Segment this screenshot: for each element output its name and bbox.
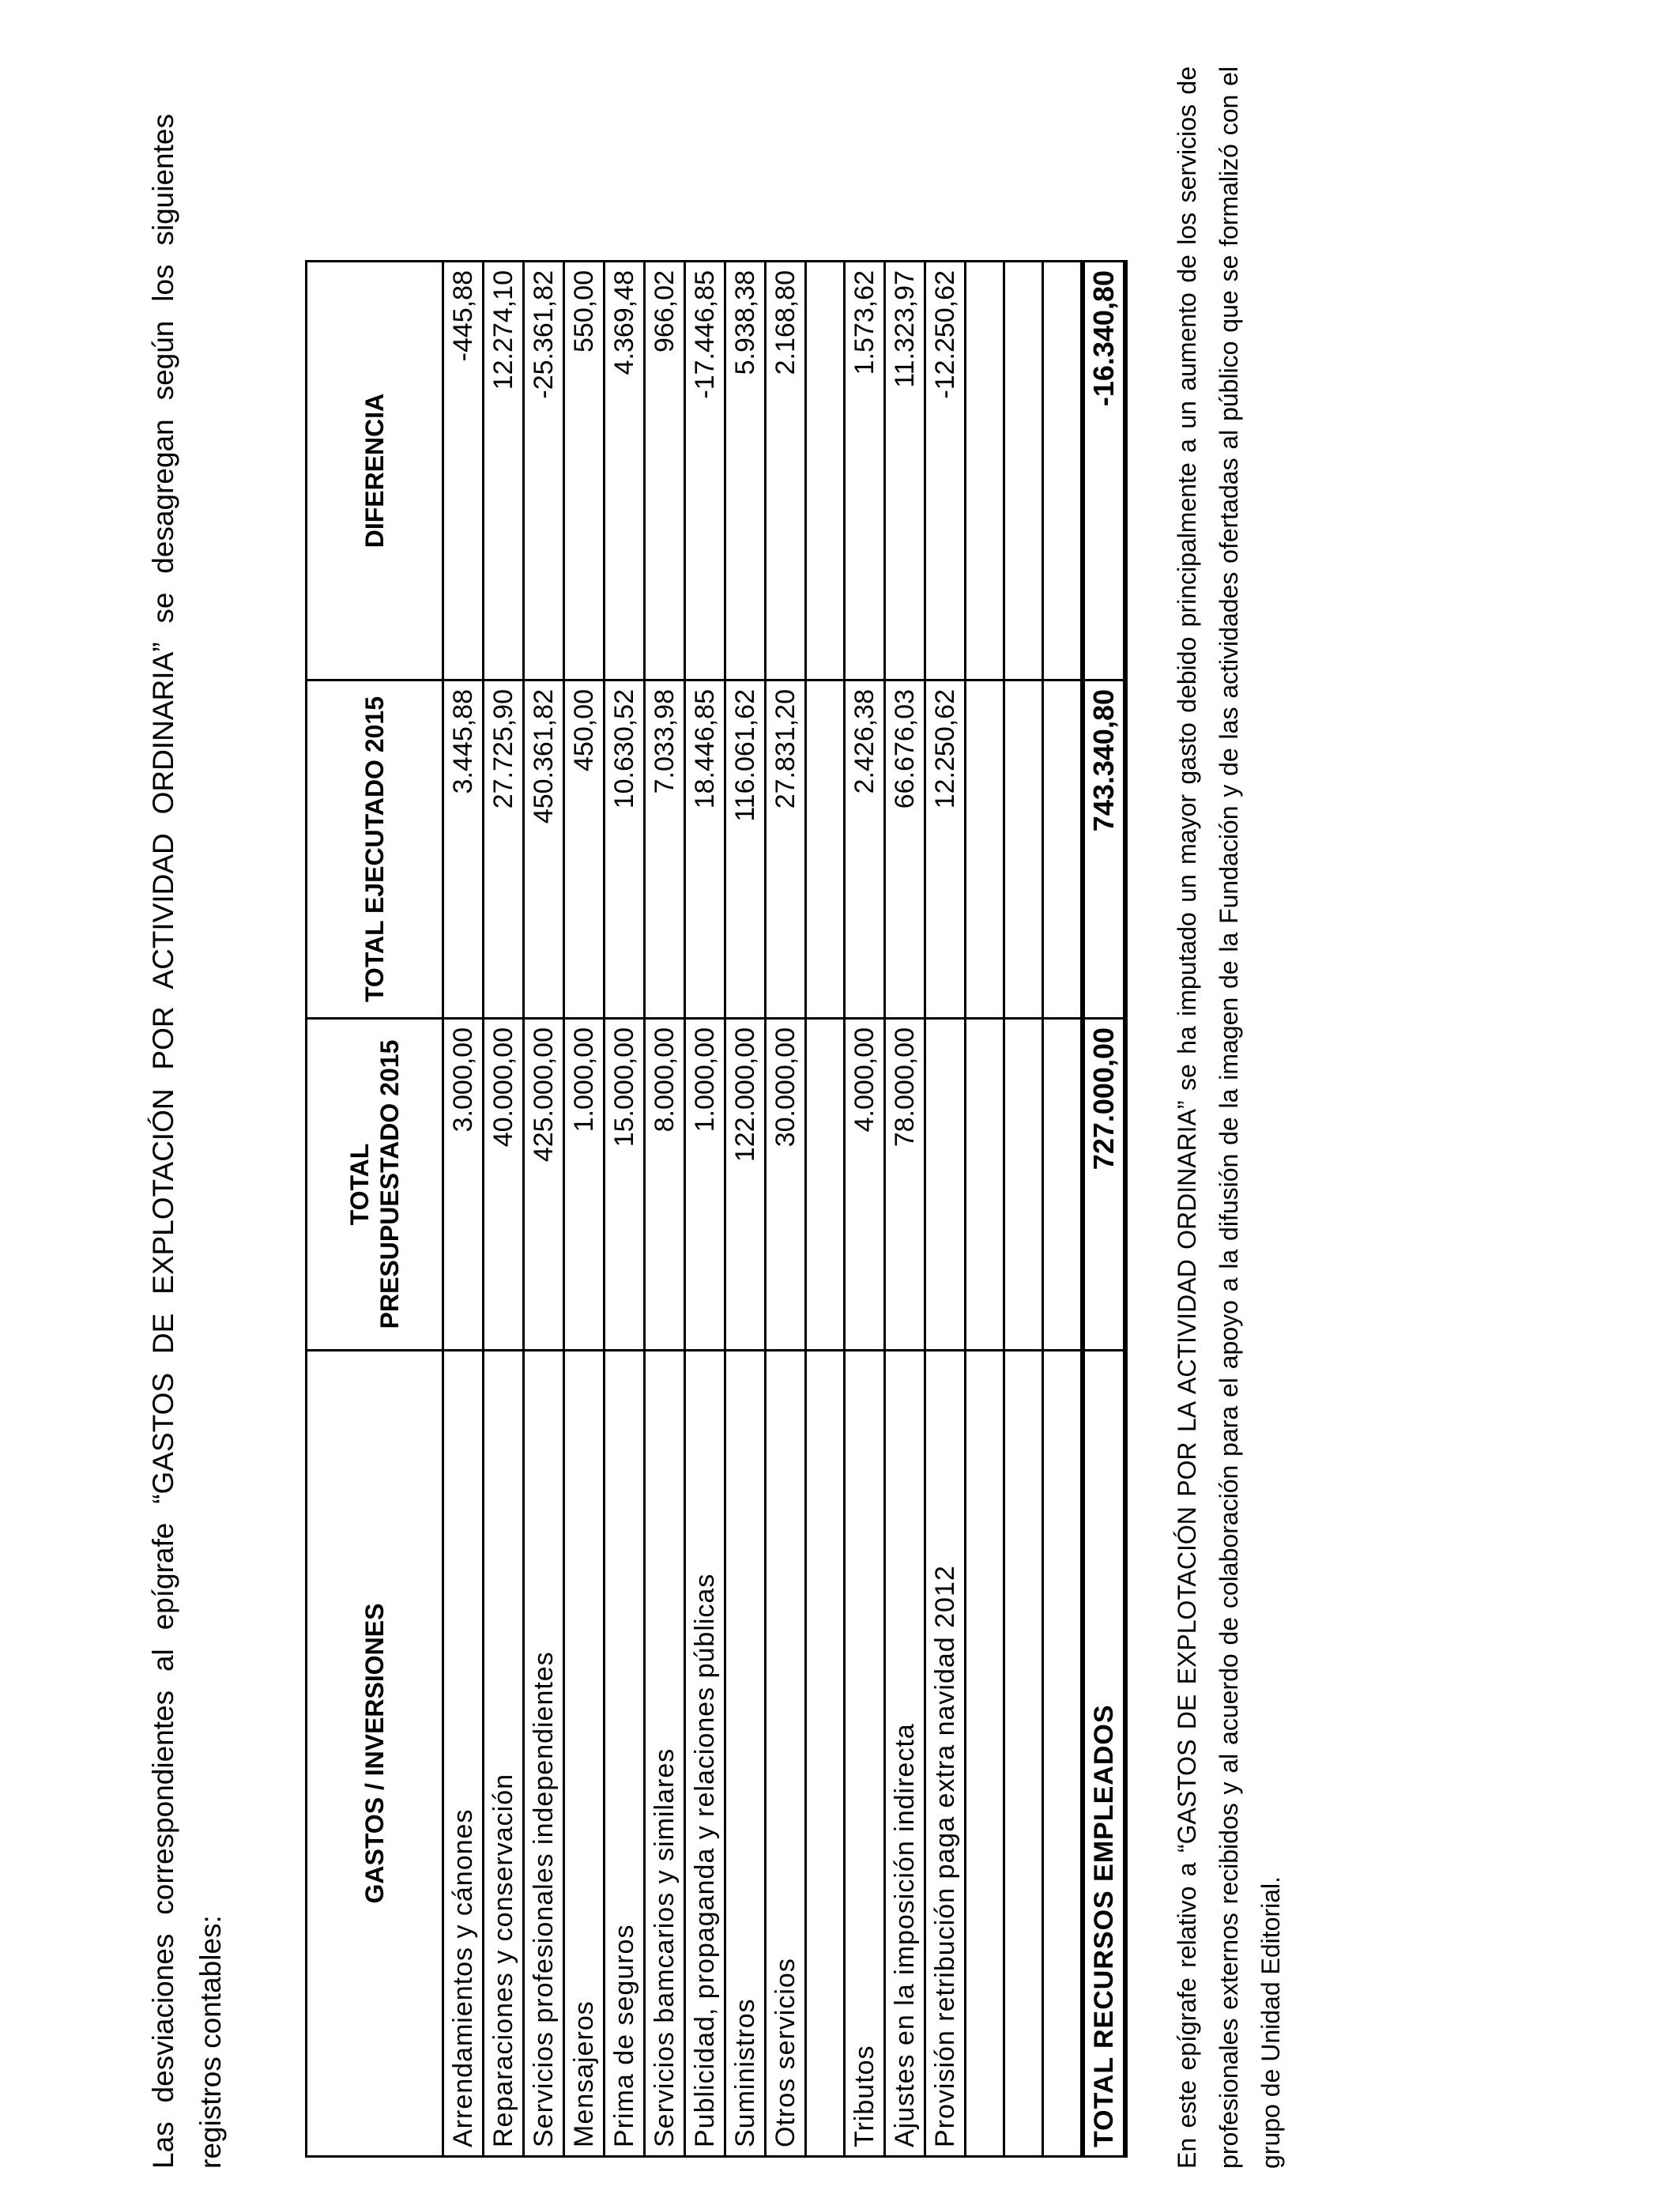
row-difference: 12.274,10	[484, 262, 524, 680]
row-concept: Tributos	[845, 1351, 885, 2157]
row-concept	[1043, 1351, 1083, 2157]
row-budget: 425.000,00	[524, 1019, 564, 1351]
row-executed: 18.446,85	[685, 680, 725, 1019]
total-budget: 727.000,00	[1083, 1019, 1125, 1351]
table-row	[484, 262, 524, 2157]
table-row	[725, 262, 766, 2157]
row-executed	[966, 680, 1004, 1019]
row-difference	[1043, 262, 1083, 680]
row-difference	[966, 262, 1004, 680]
row-difference: 4.369,48	[605, 262, 645, 680]
row-budget	[1004, 1019, 1043, 1351]
row-executed: 450,00	[564, 680, 605, 1019]
table-row	[524, 262, 564, 2157]
row-executed: 116.061,62	[725, 680, 766, 1019]
total-executed: 743.340,80	[1083, 680, 1125, 1019]
table-row	[845, 262, 885, 2157]
header-budget: TOTAL PRESUPUESTADO 2015	[307, 1019, 443, 1351]
row-budget: 4.000,00	[845, 1019, 885, 1351]
row-concept: Servicios profesionales independientes	[524, 1351, 564, 2157]
row-executed	[1004, 680, 1043, 1019]
row-executed: 7.033,98	[645, 680, 685, 1019]
intro-line-2: registros contables:	[194, 1915, 227, 2169]
row-budget: 1.000,00	[564, 1019, 605, 1351]
row-difference: 2.168,80	[766, 262, 806, 680]
row-concept: Publicidad, propaganda y relaciones públicas	[685, 1351, 725, 2157]
table-row	[564, 262, 605, 2157]
table-row-blank	[1043, 262, 1083, 2157]
header-executed: TOTAL EJECUTADO 2015	[307, 680, 443, 1019]
intro-paragraph	[142, 114, 185, 2169]
row-difference: 1.573,62	[845, 262, 885, 680]
row-difference	[1004, 262, 1043, 680]
row-budget	[806, 1019, 845, 1351]
row-difference: -17.446,85	[685, 262, 725, 680]
budget-table	[305, 260, 1128, 2158]
row-budget: 78.000,00	[885, 1019, 925, 1351]
row-executed: 450.361,82	[524, 680, 564, 1019]
row-budget: 3.000,00	[443, 1019, 484, 1351]
row-budget: 8.000,00	[645, 1019, 685, 1351]
row-concept: Servicios bamcarios y similares	[645, 1351, 685, 2157]
row-concept: Otros servicios	[766, 1351, 806, 2157]
row-difference: -445,88	[443, 262, 484, 680]
intro-line-2-wrapper	[190, 1915, 232, 2169]
row-budget: 1.000,00	[685, 1019, 725, 1351]
row-executed	[1043, 680, 1083, 1019]
table-row	[645, 262, 685, 2157]
table-header-row	[307, 262, 443, 2157]
row-concept	[1004, 1351, 1043, 2157]
row-budget	[966, 1019, 1004, 1351]
row-budget: 30.000,00	[766, 1019, 806, 1351]
row-budget	[1043, 1019, 1083, 1351]
table-row	[885, 262, 925, 2157]
row-difference: 11.323,97	[885, 262, 925, 680]
table-total-row	[1083, 262, 1125, 2157]
intro-line-1: Las desviaciones correspondientes al epígrafe “GASTOS DE EXPLOTACIÓN POR ACTIVIDAD ORDINARIA” se desagregan según los siguientes	[147, 114, 179, 2169]
row-executed: 10.630,52	[605, 680, 645, 1019]
row-executed: 27.725,90	[484, 680, 524, 1019]
table-row	[605, 262, 645, 2157]
table-row	[766, 262, 806, 2157]
row-concept	[966, 1351, 1004, 2157]
table-row	[685, 262, 725, 2157]
row-executed: 66.676,03	[885, 680, 925, 1019]
row-difference: 966,02	[645, 262, 685, 680]
row-difference: -12.250,62	[925, 262, 966, 680]
table-row-blank	[966, 262, 1004, 2157]
row-executed: 2.426,38	[845, 680, 885, 1019]
row-executed: 12.250,62	[925, 680, 966, 1019]
total-difference: -16.340,80	[1083, 262, 1125, 680]
row-difference: -25.361,82	[524, 262, 564, 680]
row-budget	[925, 1019, 966, 1351]
table-row-blank	[1004, 262, 1043, 2157]
row-concept: Reparaciones y conservación	[484, 1351, 524, 2157]
row-concept: Provisión retribución paga extra navidad 2012	[925, 1351, 966, 2157]
total-concept: TOTAL RECURSOS EMPLEADOS	[1083, 1351, 1125, 2157]
row-executed: 27.831,20	[766, 680, 806, 1019]
table-row	[925, 262, 966, 2157]
row-difference	[806, 262, 845, 680]
table-row	[443, 262, 484, 2157]
header-concept: GASTOS / INVERSIONES	[307, 1351, 443, 2157]
row-budget: 122.000,00	[725, 1019, 766, 1351]
row-budget: 15.000,00	[605, 1019, 645, 1351]
row-executed: 3.445,88	[443, 680, 484, 1019]
row-concept: Prima de seguros	[605, 1351, 645, 2157]
row-concept: Suministros	[725, 1351, 766, 2157]
row-budget: 40.000,00	[484, 1019, 524, 1351]
row-executed	[806, 680, 845, 1019]
row-difference: 550,00	[564, 262, 605, 680]
table-row-blank	[806, 262, 845, 2157]
row-concept: Arrendamientos y cánones	[443, 1351, 484, 2157]
row-concept: Ajustes en la imposición indirecta	[885, 1351, 925, 2157]
row-concept	[806, 1351, 845, 2157]
header-difference: DIFERENCIA	[307, 262, 443, 680]
explanatory-note: En este epígrafe relativo a “GASTOS DE EXPLOTACIÓN POR LA ACTIVIDAD ORDINARIA” se ha imputado un mayor gasto debido principalmente a un aumento de los servicios de profesionales externos recibidos y al acuerdo de colaboración para el apoyo a la difusión de la imagen de la Fundación y de las actividades ofertadas al público que se formalizó con el grupo de Unidad Editorial.	[1173, 66, 1285, 2169]
row-difference: 5.938,38	[725, 262, 766, 680]
row-concept: Mensajeros	[564, 1351, 605, 2157]
